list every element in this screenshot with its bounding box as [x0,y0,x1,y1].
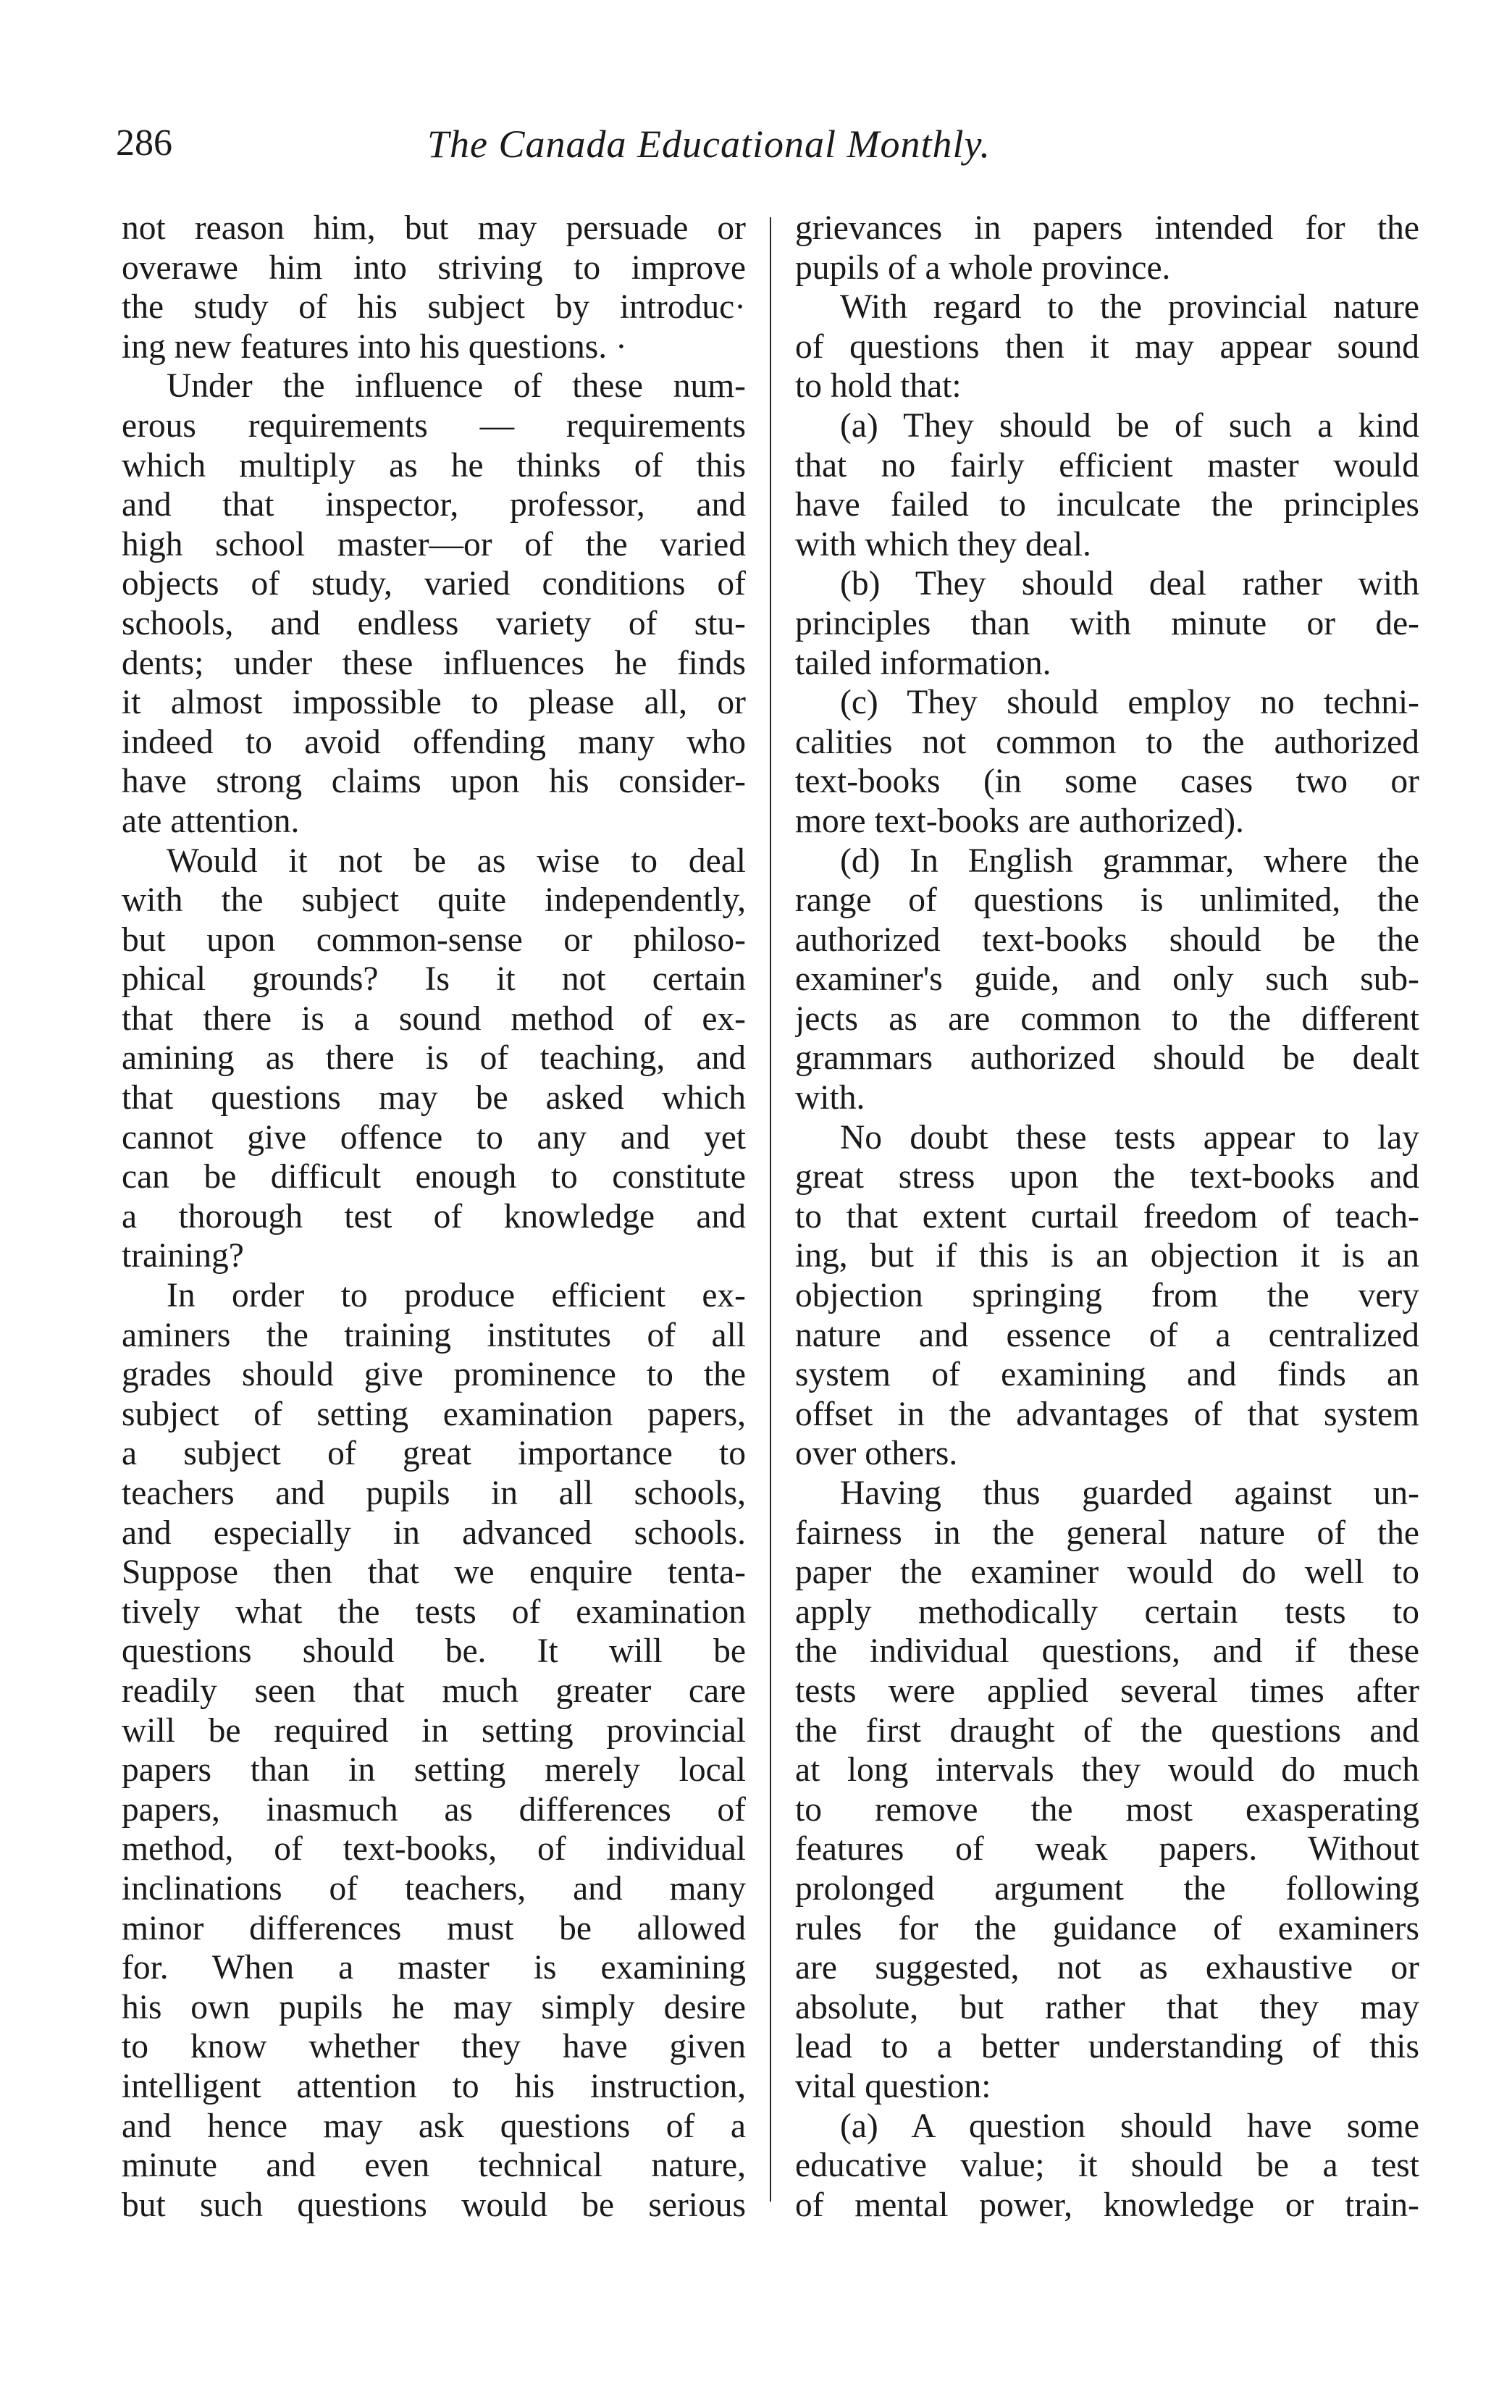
text-line: amining as there is of teaching, and [122,1039,746,1078]
text-line: at long intervals they would do much [795,1751,1419,1790]
text-line: Suppose then that we enquire tenta- [122,1553,746,1592]
page-number: 286 [116,122,172,164]
text-line: tively what the tests of examination [122,1593,746,1631]
text-line: With regard to the provincial nature [840,288,1419,327]
text-line: the first draught of the questions and [795,1711,1419,1750]
text-line: (d) In English grammar, where the [840,842,1419,880]
text-line: ing new features into his questions. · [122,327,627,366]
text-line: questions should be. It will be [122,1632,746,1671]
left-column [122,209,746,2225]
text-line: Having thus guarded against un- [840,1474,1419,1512]
text-line: (a) They should be of such a kind [840,406,1419,445]
text-line: will be required in setting provincial [122,1711,746,1750]
text-line: text-books (in some cases two or [795,763,1419,801]
column-divider [770,217,771,2202]
text-line: readily seen that much greater care [122,1671,746,1710]
text-line: of mental power, knowledge or train- [795,2186,1419,2224]
text-line: the study of his subject by introduc· [122,288,746,327]
text-line: training? [122,1237,244,1275]
text-line: jects as are common to the different [795,999,1419,1038]
text-line: inclinations of teachers, and many [122,1869,746,1908]
text-line: educative value; it should be a test [795,2147,1419,2185]
text-line: and especially in advanced schools. [122,1514,746,1552]
text-line: pupils of a whole province. [795,248,1171,287]
text-line: to remove the most exasperating [795,1790,1419,1829]
text-line: not reason him, but may persuade or [122,209,746,247]
text-line: and that inspector, professor, and [122,486,746,524]
text-line: grades should give prominence to the [122,1356,746,1394]
text-line: aminers the training institutes of all [122,1316,746,1354]
text-line: teachers and pupils in all schools, [122,1474,746,1512]
text-line: to hold that: [795,367,962,406]
text-line: ing, but if this is an objection it is an [795,1237,1419,1275]
text-line: phical grounds? Is it not certain [122,960,746,999]
text-line: papers, inasmuch as differences of [122,1790,746,1829]
text-line: absolute, but rather that they may [795,1988,1419,2026]
text-line: have strong claims upon his consider- [122,763,746,801]
text-line: nature and essence of a centralized [795,1316,1419,1354]
text-line: Would it not be as wise to deal [167,842,746,880]
text-line: No doubt these tests appear to lay [840,1118,1419,1157]
text-line: ate attention. [122,802,300,840]
text-line: the individual questions, and if these [795,1632,1419,1671]
text-line: tests were applied several times after [795,1671,1419,1710]
text-line: objects of study, varied conditions of [122,565,746,603]
text-line: to that extent curtail freedom of teach- [795,1197,1419,1236]
text-line: but upon common-sense or philoso- [122,920,746,959]
text-line: minor differences must be allowed [122,1909,746,1947]
text-line: apply methodically certain tests to [795,1593,1419,1631]
text-line: overawe him into striving to improve [122,248,746,287]
text-line: subject of setting examination papers, [122,1395,746,1433]
text-line: features of weak papers. Without [795,1830,1419,1868]
text-line: schools, and endless variety of stu- [122,604,746,642]
text-line: In order to produce efficient ex- [167,1277,746,1315]
text-line: his own pupils he may simply desire [122,1988,746,2026]
text-line: fairness in the general nature of the [795,1514,1419,1552]
text-line: for. When a master is examining [122,1949,746,1987]
text-line: intelligent attention to his instruction, [122,2067,746,2105]
text-line: are suggested, not as exhaustive or [795,1949,1419,1987]
text-line: that there is a sound method of ex- [122,999,746,1038]
text-line: dents; under these influences he finds [122,644,746,682]
text-line: high school master—or of the varied [122,525,746,563]
text-line: have failed to inculcate the principles [795,486,1419,524]
text-line: more text-books are authorized). [795,802,1244,840]
text-line: that no fairly efficient master would [795,446,1419,484]
text-line: rules for the guidance of examiners [795,1909,1419,1947]
page-header [116,122,1419,172]
text-line: method, of text-books, of individual [122,1830,746,1868]
text-line: that questions may be asked which [122,1079,746,1117]
text-line: with which they deal. [795,525,1091,563]
text-line: to know whether they have given [122,2028,746,2066]
text-line: tailed information. [795,644,1051,682]
text-line: calities not common to the authorized [795,723,1419,761]
text-line: principles than with minute or de- [795,604,1419,642]
text-line: objection springing from the very [795,1277,1419,1315]
text-line: it almost impossible to please all, or [122,684,746,722]
text-line: papers than in setting merely local [122,1751,746,1790]
text-line: examiner's guide, and only such sub- [795,960,1419,999]
text-line: range of questions is unlimited, the [795,881,1419,920]
text-line: and hence may ask questions of a [122,2107,746,2145]
text-line: erous requirements — requirements [122,406,746,445]
text-line: of questions then it may appear sound [795,327,1419,366]
text-line: indeed to avoid offending many who [122,723,746,761]
text-line: can be difficult enough to constitute [122,1158,746,1196]
text-line: with the subject quite independently, [122,881,746,920]
text-line: which multiply as he thinks of this [122,446,746,484]
text-line: cannot give offence to any and yet [122,1118,746,1157]
text-line: (c) They should employ no techni- [840,684,1419,722]
text-line: grievances in papers intended for the [795,209,1419,247]
text-line: (b) They should deal rather with [840,565,1419,603]
text-line: vital question: [795,2067,991,2105]
right-column [795,209,1419,2225]
text-line: system of examining and finds an [795,1356,1419,1394]
text-line: Under the influence of these num- [167,367,746,406]
text-line: a thorough test of knowledge and [122,1197,746,1236]
text-line: prolonged argument the following [795,1869,1419,1908]
running-title: The Canada Educational Monthly. [427,122,991,166]
text-line: (a) A question should have some [840,2107,1419,2145]
text-line: over others. [795,1435,958,1473]
text-line: great stress upon the text-books and [795,1158,1419,1196]
text-line: minute and even technical nature, [122,2147,746,2185]
text-line: but such questions would be serious [122,2186,746,2224]
text-line: with. [795,1079,865,1117]
text-line: grammars authorized should be dealt [795,1039,1419,1078]
text-line: authorized text-books should be the [795,920,1419,959]
text-line: offset in the advantages of that system [795,1395,1419,1433]
text-line: a subject of great importance to [122,1435,746,1473]
text-line: lead to a better understanding of this [795,2028,1419,2066]
text-line: paper the examiner would do well to [795,1553,1419,1592]
